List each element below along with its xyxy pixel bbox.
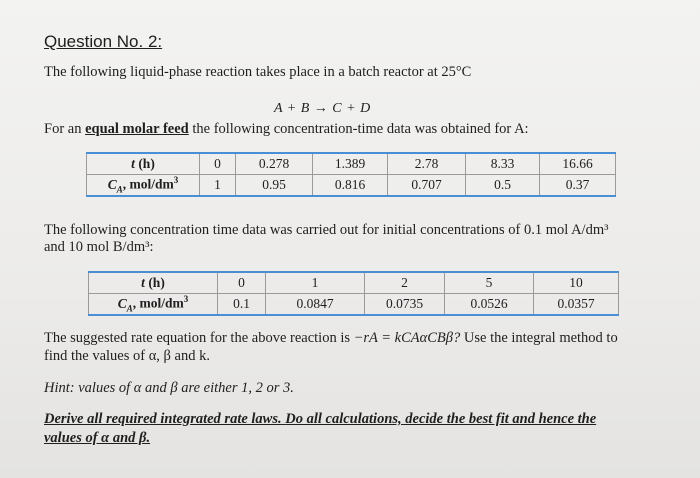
table-cell: 1 bbox=[200, 175, 236, 197]
table-cell: 0.0735 bbox=[365, 294, 445, 316]
table-row bbox=[89, 272, 619, 294]
row-label: $C_A$, mol/$dm^3$ bbox=[89, 294, 218, 316]
intro-text: The following liquid-phase reaction takes place in a batch reactor at 25°C bbox=[44, 64, 472, 80]
feed-prefix: For an bbox=[44, 121, 86, 137]
table-cell: 2.78 bbox=[388, 153, 466, 175]
table-cell: 0 bbox=[200, 153, 236, 175]
rate-suffix: Use the integral method to bbox=[460, 330, 618, 346]
feed-bold: equal molar feed bbox=[85, 121, 189, 137]
table-cell: 0 bbox=[218, 272, 266, 294]
rate-equation: −rA = kCAαCBβ? bbox=[353, 330, 461, 346]
derive-part1: Derive all required integrated rate laws. bbox=[44, 411, 282, 427]
table-cell: 2 bbox=[365, 272, 445, 294]
table-cell: 10 bbox=[534, 272, 619, 294]
feed-sentence bbox=[44, 121, 529, 138]
derive-part2: Do all calculations, decide the best fit and hence the bbox=[285, 411, 597, 427]
feed-suffix: the following concentration-time data was obtained for A: bbox=[188, 121, 529, 137]
row-label: $C_A$, mol/$dm^3$ bbox=[87, 175, 200, 197]
table-cell: 8.33 bbox=[466, 153, 540, 175]
table-2 bbox=[88, 271, 619, 316]
table-row bbox=[87, 153, 616, 175]
row-label: t (h) bbox=[87, 153, 200, 175]
rate-sentence bbox=[44, 330, 618, 347]
table-cell: 1 bbox=[266, 272, 365, 294]
table-row bbox=[87, 175, 616, 197]
hint-text: Hint: values of α and β are either 1, 2 or 3. bbox=[44, 380, 294, 396]
table-cell: 0.5 bbox=[466, 175, 540, 197]
reaction-equation: A + B → C + D bbox=[274, 101, 371, 116]
second-text-line1: The following concentration time data was carried out for initial concentrations of 0.1 mol A/dm³ bbox=[44, 222, 609, 238]
table-row bbox=[89, 294, 619, 316]
rate-prefix: The suggested rate equation for the above reaction is bbox=[44, 330, 354, 346]
derive-line2: values of α and β. bbox=[44, 430, 151, 446]
table-cell: 0.278 bbox=[236, 153, 313, 175]
derive-line1 bbox=[44, 411, 596, 428]
table-cell: 16.66 bbox=[540, 153, 616, 175]
rate-line2: find the values of α, β and k. bbox=[44, 348, 210, 364]
table-cell: 1.389 bbox=[313, 153, 388, 175]
second-text-line2: and 10 mol B/dm³: bbox=[44, 239, 154, 255]
table-cell: 0.0847 bbox=[266, 294, 365, 316]
row-label: t (h) bbox=[89, 272, 218, 294]
table-1 bbox=[86, 152, 616, 197]
table-cell: 0.816 bbox=[313, 175, 388, 197]
table-cell: 0.1 bbox=[218, 294, 266, 316]
table-cell: 0.37 bbox=[540, 175, 616, 197]
table-cell: 0.707 bbox=[388, 175, 466, 197]
table-cell: 5 bbox=[445, 272, 534, 294]
table-cell: 0.0526 bbox=[445, 294, 534, 316]
table-cell: 0.0357 bbox=[534, 294, 619, 316]
table-cell: 0.95 bbox=[236, 175, 313, 197]
question-title: Question No. 2: bbox=[44, 32, 163, 51]
